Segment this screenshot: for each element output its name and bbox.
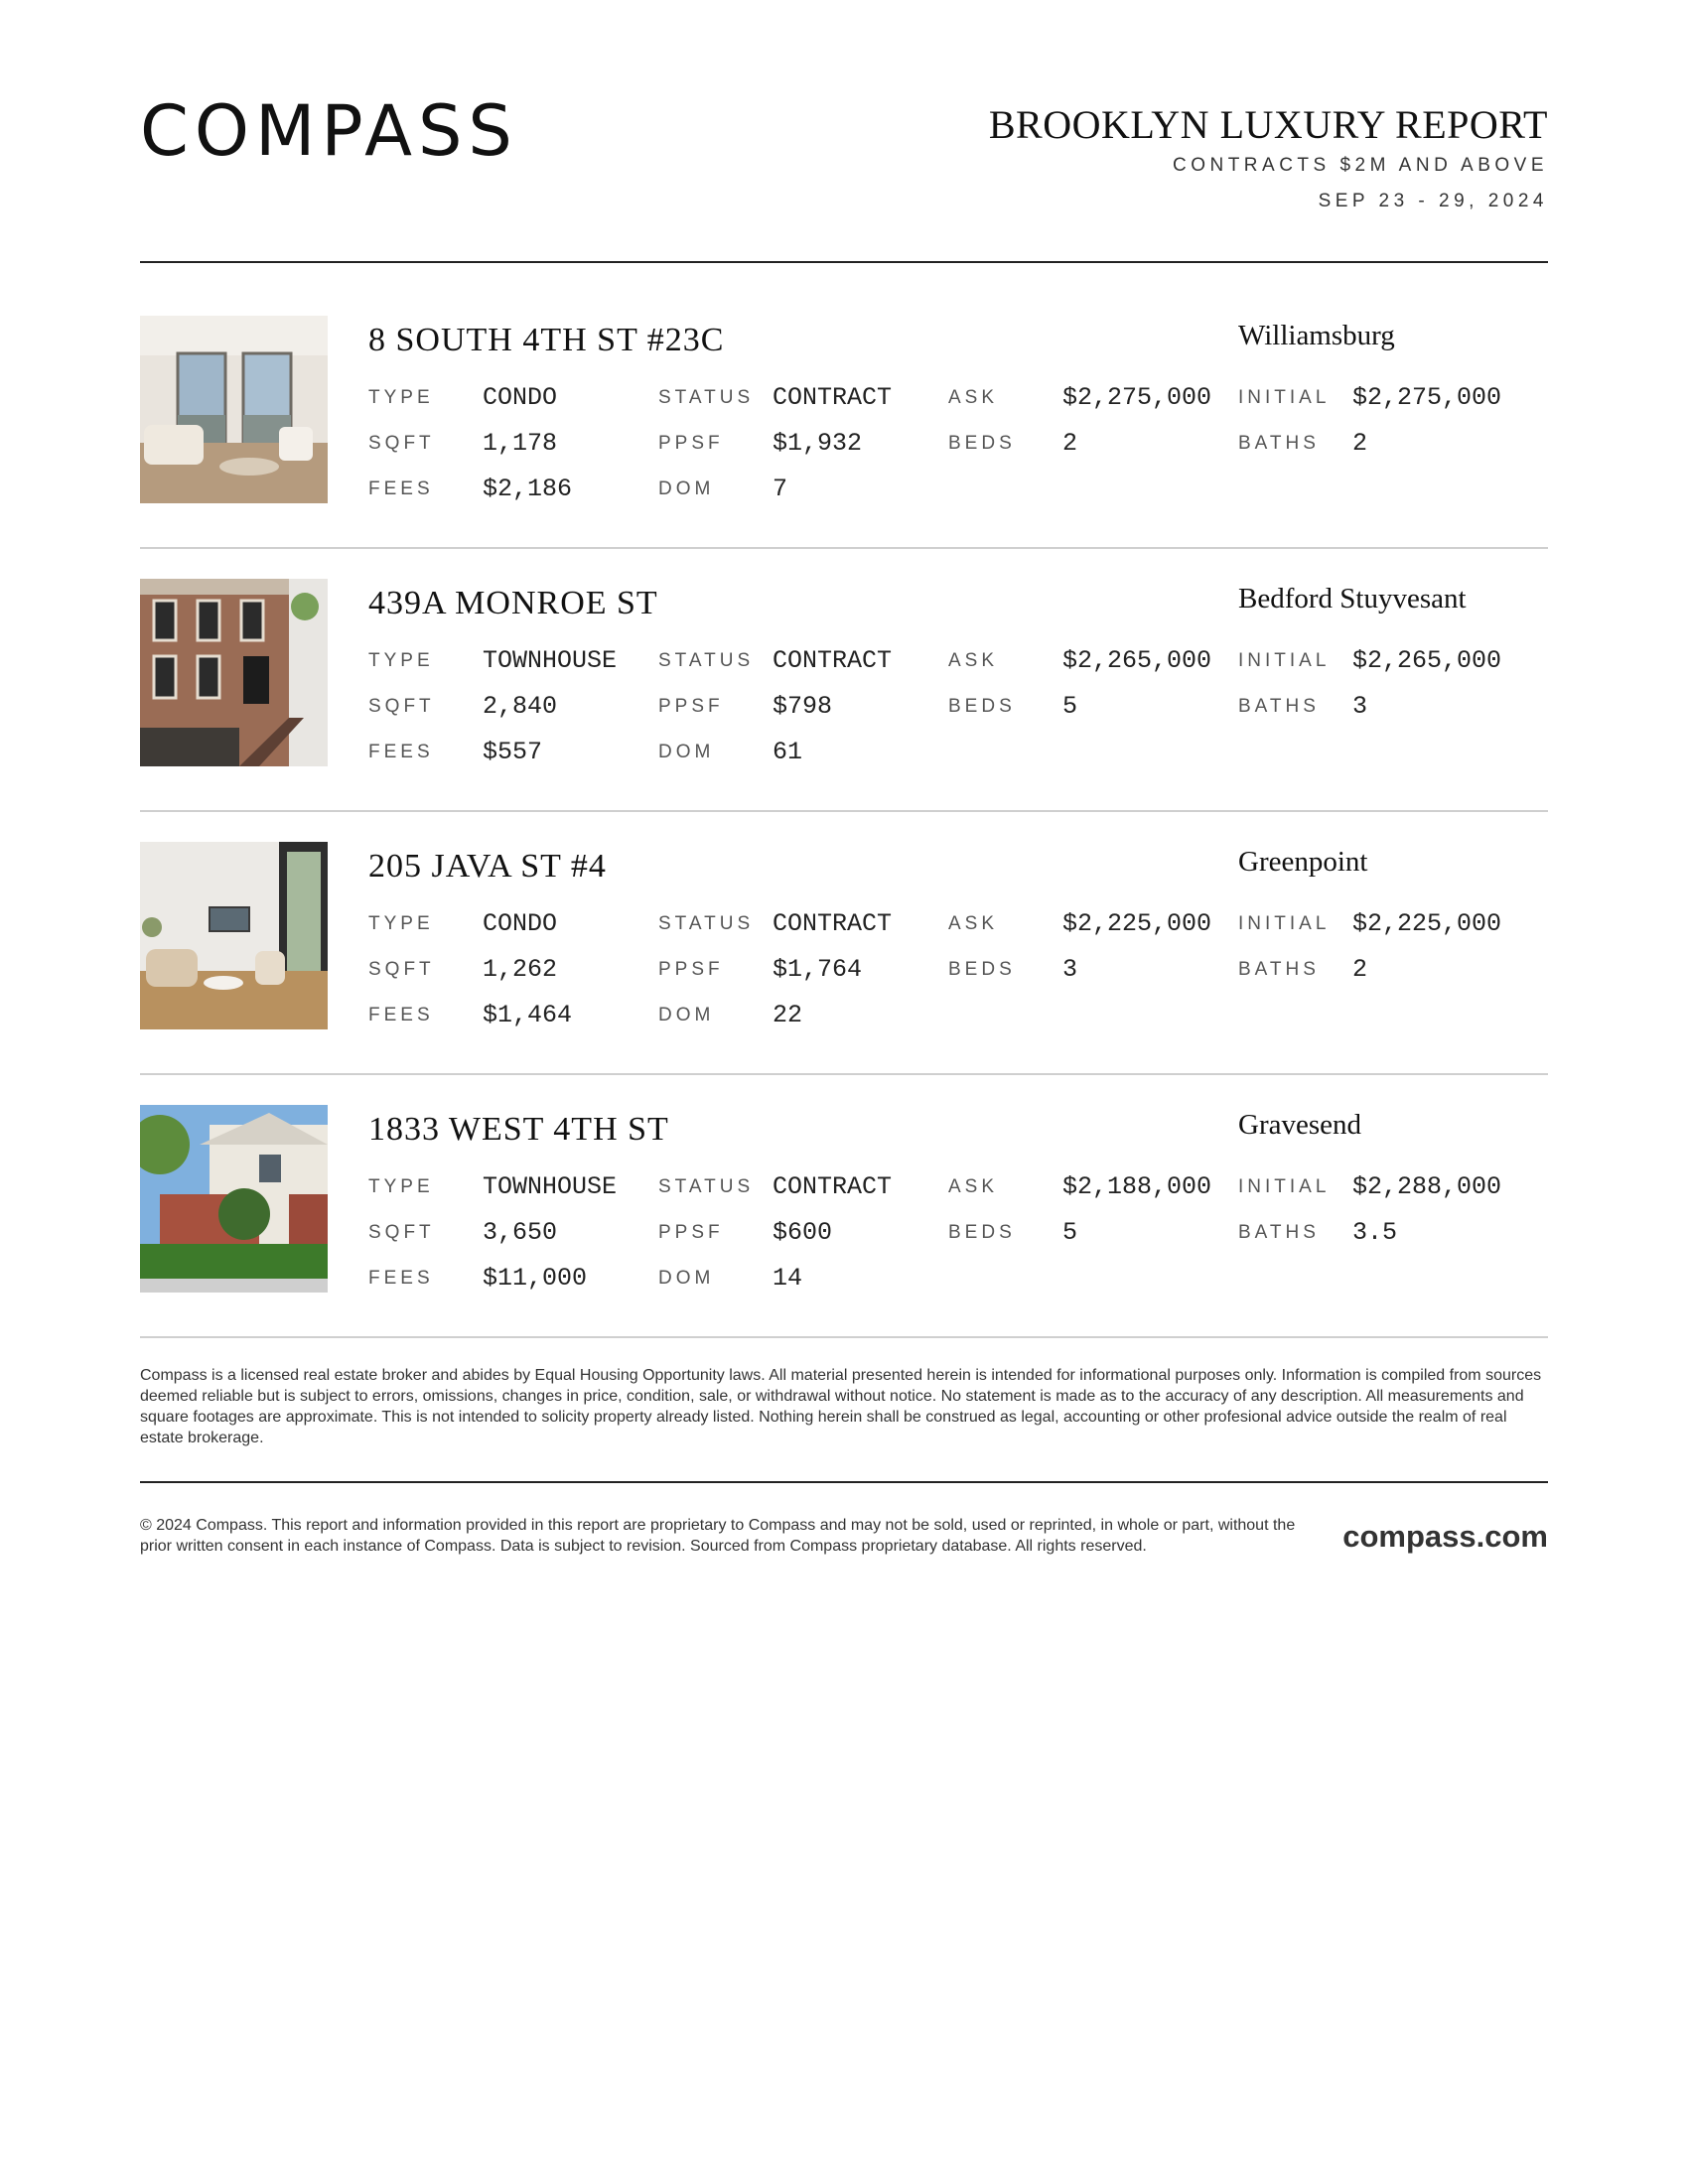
value-baths: 3	[1352, 692, 1368, 721]
value-type: TOWNHOUSE	[483, 646, 618, 675]
label-type: TYPE	[368, 387, 434, 408]
value-status: CONTRACT	[773, 646, 893, 675]
value-dom: 7	[773, 475, 788, 503]
value-beds: 3	[1062, 955, 1078, 984]
value-dom: 61	[773, 738, 803, 766]
label-baths: BATHS	[1238, 959, 1320, 980]
listing-neighborhood: Williamsburg	[1238, 320, 1395, 351]
label-ppsf: PPSF	[658, 696, 724, 717]
label-initial: INITIAL	[1238, 650, 1331, 671]
website-link[interactable]: compass.com	[1342, 1519, 1548, 1554]
label-ask: ASK	[948, 650, 999, 671]
value-ask: $2,225,000	[1062, 909, 1212, 938]
label-sqft: SQFT	[368, 433, 435, 454]
label-baths: BATHS	[1238, 696, 1320, 717]
listing-photo[interactable]	[140, 1105, 328, 1293]
label-initial: INITIAL	[1238, 387, 1331, 408]
label-status: STATUS	[658, 1176, 755, 1197]
listing-row	[140, 1105, 1548, 1333]
label-dom: DOM	[658, 1268, 715, 1289]
listing-photo[interactable]	[140, 579, 328, 766]
value-type: CONDO	[483, 383, 558, 412]
value-fees: $2,186	[483, 475, 573, 503]
value-sqft: 1,262	[483, 955, 558, 984]
label-beds: BEDS	[948, 696, 1016, 717]
value-type: CONDO	[483, 909, 558, 938]
listing-divider	[140, 1073, 1548, 1075]
value-initial: $2,265,000	[1352, 646, 1502, 675]
label-baths: BATHS	[1238, 1222, 1320, 1243]
label-dom: DOM	[658, 478, 715, 499]
listing-neighborhood: Gravesend	[1238, 1109, 1362, 1141]
value-baths: 2	[1352, 429, 1368, 458]
value-ask: $2,275,000	[1062, 383, 1212, 412]
label-status: STATUS	[658, 913, 755, 934]
value-dom: 22	[773, 1001, 803, 1029]
listing-row	[140, 316, 1548, 544]
value-ppsf: $798	[773, 692, 833, 721]
value-ask: $2,265,000	[1062, 646, 1212, 675]
label-fees: FEES	[368, 742, 434, 762]
label-ask: ASK	[948, 913, 999, 934]
value-fees: $557	[483, 738, 543, 766]
value-status: CONTRACT	[773, 909, 893, 938]
label-ppsf: PPSF	[658, 1222, 724, 1243]
value-beds: 2	[1062, 429, 1078, 458]
value-ppsf: $600	[773, 1218, 833, 1247]
value-status: CONTRACT	[773, 383, 893, 412]
listing-divider	[140, 810, 1548, 812]
value-initial: $2,225,000	[1352, 909, 1502, 938]
footer-divider	[140, 1481, 1548, 1483]
value-sqft: 2,840	[483, 692, 558, 721]
report-title: BROOKLYN LUXURY REPORT	[988, 102, 1548, 147]
value-beds: 5	[1062, 1218, 1078, 1247]
label-sqft: SQFT	[368, 1222, 435, 1243]
value-dom: 14	[773, 1264, 803, 1293]
value-fees: $1,464	[483, 1001, 573, 1029]
legal-disclaimer: Compass is a licensed real estate broker and abides by Equal Housing Opportunity laws. All material presented herein is intended for informational purposes only. Information is compiled from sources deemed reliable but is subject to errors, omissions, changes in price, condition, sale, or withdrawal without notice. No statement is made as to the accuracy of any description. All measurements and square footages are approximate. This is not intended to solicity property already listed. Nothing herein shall be construed as legal, accounting or other profesional advice outside the realm of real estate brokerage.	[140, 1367, 1542, 1446]
listing-row	[140, 842, 1548, 1070]
value-baths: 2	[1352, 955, 1368, 984]
listing-neighborhood: Greenpoint	[1238, 846, 1368, 878]
label-initial: INITIAL	[1238, 913, 1331, 934]
report-header	[140, 95, 1548, 218]
value-ppsf: $1,932	[773, 429, 863, 458]
label-type: TYPE	[368, 650, 434, 671]
label-fees: FEES	[368, 1005, 434, 1025]
label-fees: FEES	[368, 1268, 434, 1289]
label-beds: BEDS	[948, 1222, 1016, 1243]
label-ppsf: PPSF	[658, 433, 724, 454]
listing-address[interactable]: 8 SOUTH 4TH ST #23C	[368, 322, 725, 358]
value-initial: $2,288,000	[1352, 1172, 1502, 1201]
listing-address[interactable]: 1833 WEST 4TH ST	[368, 1111, 669, 1148]
report-date-range: SEP 23 - 29, 2024	[1318, 191, 1548, 211]
value-sqft: 1,178	[483, 429, 558, 458]
listing-address[interactable]: 205 JAVA ST #4	[368, 848, 607, 885]
header-divider	[140, 261, 1548, 263]
label-baths: BATHS	[1238, 433, 1320, 454]
label-ask: ASK	[948, 387, 999, 408]
label-ppsf: PPSF	[658, 959, 724, 980]
value-beds: 5	[1062, 692, 1078, 721]
label-type: TYPE	[368, 1176, 434, 1197]
listing-row	[140, 579, 1548, 807]
logo-wordmark: COMPASS	[140, 95, 518, 165]
label-status: STATUS	[658, 650, 755, 671]
value-type: TOWNHOUSE	[483, 1172, 618, 1201]
label-sqft: SQFT	[368, 959, 435, 980]
label-initial: INITIAL	[1238, 1176, 1331, 1197]
label-sqft: SQFT	[368, 696, 435, 717]
copyright-notice: © 2024 Compass. This report and information provided in this report are proprietary to Compass and may not be sold, used or reprinted, in whole or part, without the prior written consent in each instance of Compass. Data is subject to revision. Sourced from Compass proprietary database. All rights reserved.	[140, 1517, 1296, 1555]
label-status: STATUS	[658, 387, 755, 408]
label-beds: BEDS	[948, 433, 1016, 454]
report-subtitle: CONTRACTS $2M AND ABOVE	[1172, 155, 1548, 176]
label-dom: DOM	[658, 1005, 715, 1025]
listing-address[interactable]: 439A MONROE ST	[368, 585, 658, 621]
label-dom: DOM	[658, 742, 715, 762]
value-fees: $11,000	[483, 1264, 588, 1293]
listing-divider	[140, 1336, 1548, 1338]
value-sqft: 3,650	[483, 1218, 558, 1247]
value-initial: $2,275,000	[1352, 383, 1502, 412]
value-status: CONTRACT	[773, 1172, 893, 1201]
listing-neighborhood: Bedford Stuyvesant	[1238, 583, 1467, 614]
value-baths: 3.5	[1352, 1218, 1398, 1247]
label-type: TYPE	[368, 913, 434, 934]
value-ask: $2,188,000	[1062, 1172, 1212, 1201]
value-ppsf: $1,764	[773, 955, 863, 984]
label-beds: BEDS	[948, 959, 1016, 980]
label-fees: FEES	[368, 478, 434, 499]
listing-photo[interactable]	[140, 316, 328, 503]
compass-logo[interactable]	[140, 95, 567, 165]
listing-photo[interactable]	[140, 842, 328, 1029]
label-ask: ASK	[948, 1176, 999, 1197]
listing-divider	[140, 547, 1548, 549]
